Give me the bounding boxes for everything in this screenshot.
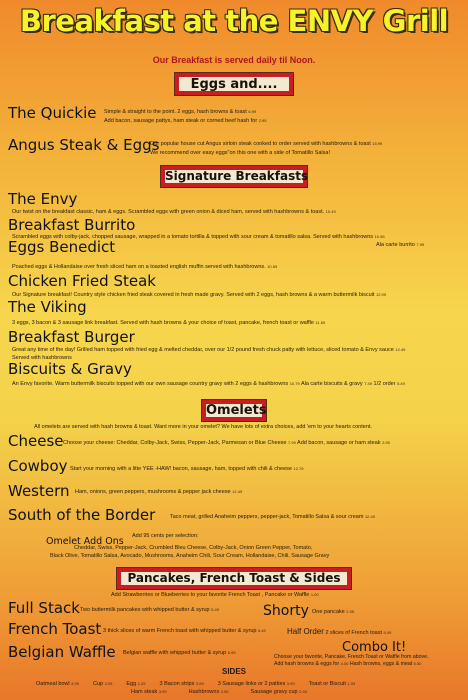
side-label: Hashbrowns — [188, 689, 221, 695]
item-price: 5.95 — [227, 650, 236, 655]
desc-text: Choose your cheese: Cheddar, Colby-Jack, Swiss, Pepper-Jack, Parmesan or Blue Cheese — [63, 440, 287, 446]
item-price: 15.99 — [372, 141, 383, 146]
menu-item-chicken-fried-steak — [8, 272, 156, 291]
item-desc-2: Served with hashbrowns — [12, 355, 72, 361]
desc-text: Two buttermilk pancakes with whipped butter & syrup — [80, 607, 210, 613]
side-item — [160, 681, 204, 687]
menu-item-cheese — [8, 432, 63, 451]
side-item — [251, 689, 307, 695]
item-price: 4.00 — [340, 661, 349, 666]
side-item — [36, 681, 79, 687]
pancakes-intro — [111, 592, 319, 598]
item-name: Eggs Benedict — [8, 238, 116, 256]
desc-text: Belgian waffle with whipped butter & syrup — [123, 650, 227, 656]
side-item — [126, 681, 145, 687]
side-price: 3.99 — [195, 681, 204, 686]
menu-item-quickie — [8, 104, 96, 123]
desc-text: Hash browns, eggs & meat — [349, 661, 413, 667]
side-price: 3.99 — [158, 689, 167, 694]
item-price: 2.95 — [346, 609, 355, 614]
menu-item-cowboy — [8, 457, 68, 476]
menu-item-envy — [8, 190, 77, 209]
section-pancakes-banner: Pancakes, French Toast & Sides — [117, 568, 351, 589]
side-item — [93, 681, 112, 687]
item-desc — [63, 440, 390, 446]
side-price: 3.99 — [286, 681, 295, 686]
side-price: 3.99 — [104, 681, 113, 686]
desc-text: Add Strawberries or Blueberries to your favorite French Toast , Pancake or Waffle — [111, 592, 310, 598]
menu-item-angus — [8, 136, 159, 155]
side-item — [189, 689, 229, 695]
item-name: The Envy — [8, 190, 78, 208]
item-price: 12.79 — [293, 466, 304, 471]
item-price: 5.49 — [211, 607, 219, 612]
menu-item-south-of-border — [8, 506, 155, 525]
item-price: 6.50 — [413, 661, 422, 666]
item-desc — [12, 381, 405, 387]
side-item — [218, 681, 295, 687]
desc-text: An Envy favorite. Warm buttermilk biscuits topped with our own sausage country gravy with 2 eggs & hashbrowns — [12, 381, 289, 387]
item-price: 6.99 — [248, 109, 257, 114]
addons-note: Add 95 cents per selection: — [132, 533, 199, 539]
item-price: 10.79 — [289, 381, 300, 386]
side-price: 1.99 — [347, 681, 356, 686]
item-desc — [12, 347, 405, 353]
item-name: French Toast — [8, 620, 102, 638]
addons-line-1: Cheddar, Swiss, Pepper-Jack, Crumbled Bleu Cheese, Colby-Jack, Onion Green Pepper, Tomato, — [74, 545, 313, 551]
desc-text: 1/2 order — [373, 381, 396, 387]
menu-item-biscuits — [8, 360, 132, 379]
item-desc — [103, 628, 266, 634]
desc-text: Simple & straight to the point. 2 eggs, hash browns & toast — [104, 109, 247, 115]
item-price: 6.49 — [257, 628, 266, 633]
desc-text: Ala carte burrito — [376, 242, 415, 248]
item-price: 2.95 — [382, 440, 390, 445]
item-desc — [12, 320, 325, 326]
desc-text: Ham, onions, green peppers, mushrooms & pepper jack cheese — [75, 489, 231, 495]
item-price: 12.49 — [232, 489, 243, 494]
side-label: 3 Sausage links or 2 patties — [217, 681, 287, 687]
item-price: 12.99 — [375, 292, 386, 297]
desc-text: Start your morning with a litte YEE -HAW! bacon, sausage, ham, topped with chili & cheese — [70, 466, 292, 472]
item-name: Breakfast Burger — [8, 328, 135, 346]
desc-text: Add hash browns & eggs for — [274, 661, 340, 667]
sides-row-2 — [131, 689, 329, 695]
item-name: Western — [8, 482, 70, 500]
side-price: 1.25 — [137, 681, 146, 686]
item-name: Full Stack — [8, 599, 80, 617]
side-label: Toast or Biscuit — [308, 681, 348, 687]
item-price: 10.49 — [325, 209, 336, 214]
desc-text: 2 slices of French toast — [325, 630, 382, 636]
item-price: 10.59 — [267, 264, 278, 269]
item-name: Chicken Fried Steak — [8, 272, 156, 290]
item-price: 1.00 — [310, 592, 319, 597]
side-price: 4.99 — [71, 681, 79, 686]
item-price: 7.99 — [288, 440, 296, 445]
item-desc-2 — [104, 118, 267, 124]
item-name: Breakfast Burrito — [8, 216, 136, 234]
desc-text: One pancake — [312, 609, 345, 615]
menu-item-shorty — [263, 602, 309, 620]
item-name: Shorty — [263, 603, 309, 619]
desc-text: Add bacon, sausage pattys, ham steak or corned beef hash for — [104, 118, 258, 124]
section-eggs-banner: Eggs and.... — [175, 73, 293, 95]
item-price: 2.95 — [258, 118, 267, 123]
item-desc — [12, 209, 336, 215]
desc-text: Great any time of the day! Grilled ham topped with fried egg & melted cheddar, over our 1/2 pound fresh chuck patty with lettuce, sliced tomato & Envy sauce — [12, 347, 394, 353]
sides-title: SIDES — [221, 667, 246, 676]
desc-text: Poached eggs & Hollandaise over fresh sliced ham on a toasted english muffin served with hashbrowns. — [12, 264, 266, 270]
side-label: Oatmeal bowl — [36, 681, 72, 687]
item-desc — [104, 109, 256, 115]
menu-subtitle: Our Breakfast is served daily til Noon. — [152, 55, 316, 65]
desc-text: Scrambled eggs with colby-jack, chopped sausage, wrapped in a tomato tortilla & topped with sour cream & tomatillo salsa. Served with hashbrowns — [12, 234, 374, 240]
side-label: Cup — [92, 681, 105, 687]
desc-text: Our twist on the breakfast classic, ham & eggs. Scrambled eggs with green onion & diced ham, served with hashbrowns & toast. — [12, 209, 325, 215]
side-item — [309, 681, 356, 687]
item-desc — [150, 141, 382, 147]
item-desc — [123, 650, 236, 656]
side-price: 2.59 — [220, 689, 229, 694]
desc-text: Our popular house cut Angus sirloin steak cooked to order served with hashbrowns & toast — [150, 141, 371, 147]
item-price: 7.49 — [364, 381, 373, 386]
side-item — [131, 689, 167, 695]
sides-row-1 — [36, 681, 369, 687]
omelets-intro: All omelets are served with hash browns & toast. Want more in your omelet? We have lots of extra choices, add 'em to your hearts content. — [34, 424, 372, 430]
item-name: The Quickie — [8, 104, 97, 122]
desc-text: 3 eggs, 3 bacon & 3 sausage link breakfast. Served with hash browns & your choice of toast, pancake, french toast or waffle — [12, 320, 314, 326]
item-name: Cowboy — [8, 457, 68, 475]
side-label: Sausage gravy cup — [250, 689, 300, 695]
item-desc — [12, 264, 277, 270]
desc-text: Add bacon, sausage or ham steak — [297, 440, 381, 446]
section-signature-banner: Signature Breakfasts — [161, 166, 307, 187]
item-name: Combo It! — [342, 640, 407, 655]
item-name: South of the Border — [8, 506, 156, 524]
addons-line-2: Black Olive, Tomatillo Salsa, Avocado, Mushrooms, Anaheim Chili, Sour Cream, Hollandaise, Chili, Sausage Gravy — [50, 553, 330, 559]
desc-text: Our Signature breakfast! Country style chicken fried steak covered in fresh made gravy. Served with 2 eggs, hash browns & a warm buttermilk biscuit — [12, 292, 375, 298]
item-desc — [312, 609, 354, 615]
item-price: 12.49 — [364, 514, 375, 519]
desc-text: Half Order — [287, 627, 324, 636]
item-desc-2: We recommend over easy eggs"on this one with a side of Tomatillo Salsa! — [150, 150, 330, 156]
menu-title: Breakfast at the ENVY Grill — [19, 4, 449, 38]
item-desc — [70, 466, 304, 472]
combo-desc: Choose your favorite, Pancake, French Toast or Waffle from above. — [274, 654, 429, 660]
item-desc — [80, 607, 219, 613]
side-label: 3 Bacon strips — [159, 681, 196, 687]
menu-item-burger — [8, 328, 135, 347]
item-desc-2 — [376, 242, 424, 248]
item-price: 10.95 — [374, 234, 385, 239]
desc-text: 3 thick slices of warm French toast with whipped butter & syrup — [103, 628, 257, 634]
item-desc — [170, 514, 375, 520]
item-half-order — [287, 627, 391, 636]
menu-item-benedict — [8, 238, 115, 257]
menu-item-belgian-waffle — [8, 643, 116, 662]
menu-item-full-stack — [8, 599, 80, 618]
desc-text: Taco meat, grilled Anaheim peppers, pepper-jack, Tomatillo Salsa & sour cream — [170, 514, 364, 520]
item-name: Biscuits & Gravy — [8, 360, 132, 378]
side-label: Ham steak — [131, 689, 159, 695]
side-label: Egg — [126, 681, 138, 687]
item-price: 5.49 — [397, 381, 405, 386]
item-name: Angus Steak & Eggs — [8, 136, 160, 154]
menu-item-burrito — [8, 216, 135, 235]
menu-item-western — [8, 482, 70, 501]
item-price: 7.99 — [416, 242, 425, 247]
menu-item-viking — [8, 298, 87, 317]
item-name: The Viking — [8, 298, 87, 316]
item-price: 5.09 — [383, 630, 392, 635]
item-name: Cheese — [8, 432, 64, 450]
item-price: 11.69 — [315, 320, 326, 325]
item-name: Omelet Add Ons — [46, 536, 124, 547]
item-desc — [75, 489, 242, 495]
desc-text: Ala carte biscuits & gravy — [300, 381, 363, 387]
side-price: 2.49 — [299, 689, 307, 694]
menu-item-french-toast — [8, 620, 101, 639]
item-price: 12.49 — [395, 347, 406, 352]
item-name: Belgian Waffle — [8, 643, 116, 661]
section-omelets-banner: Omelets — [202, 400, 266, 421]
